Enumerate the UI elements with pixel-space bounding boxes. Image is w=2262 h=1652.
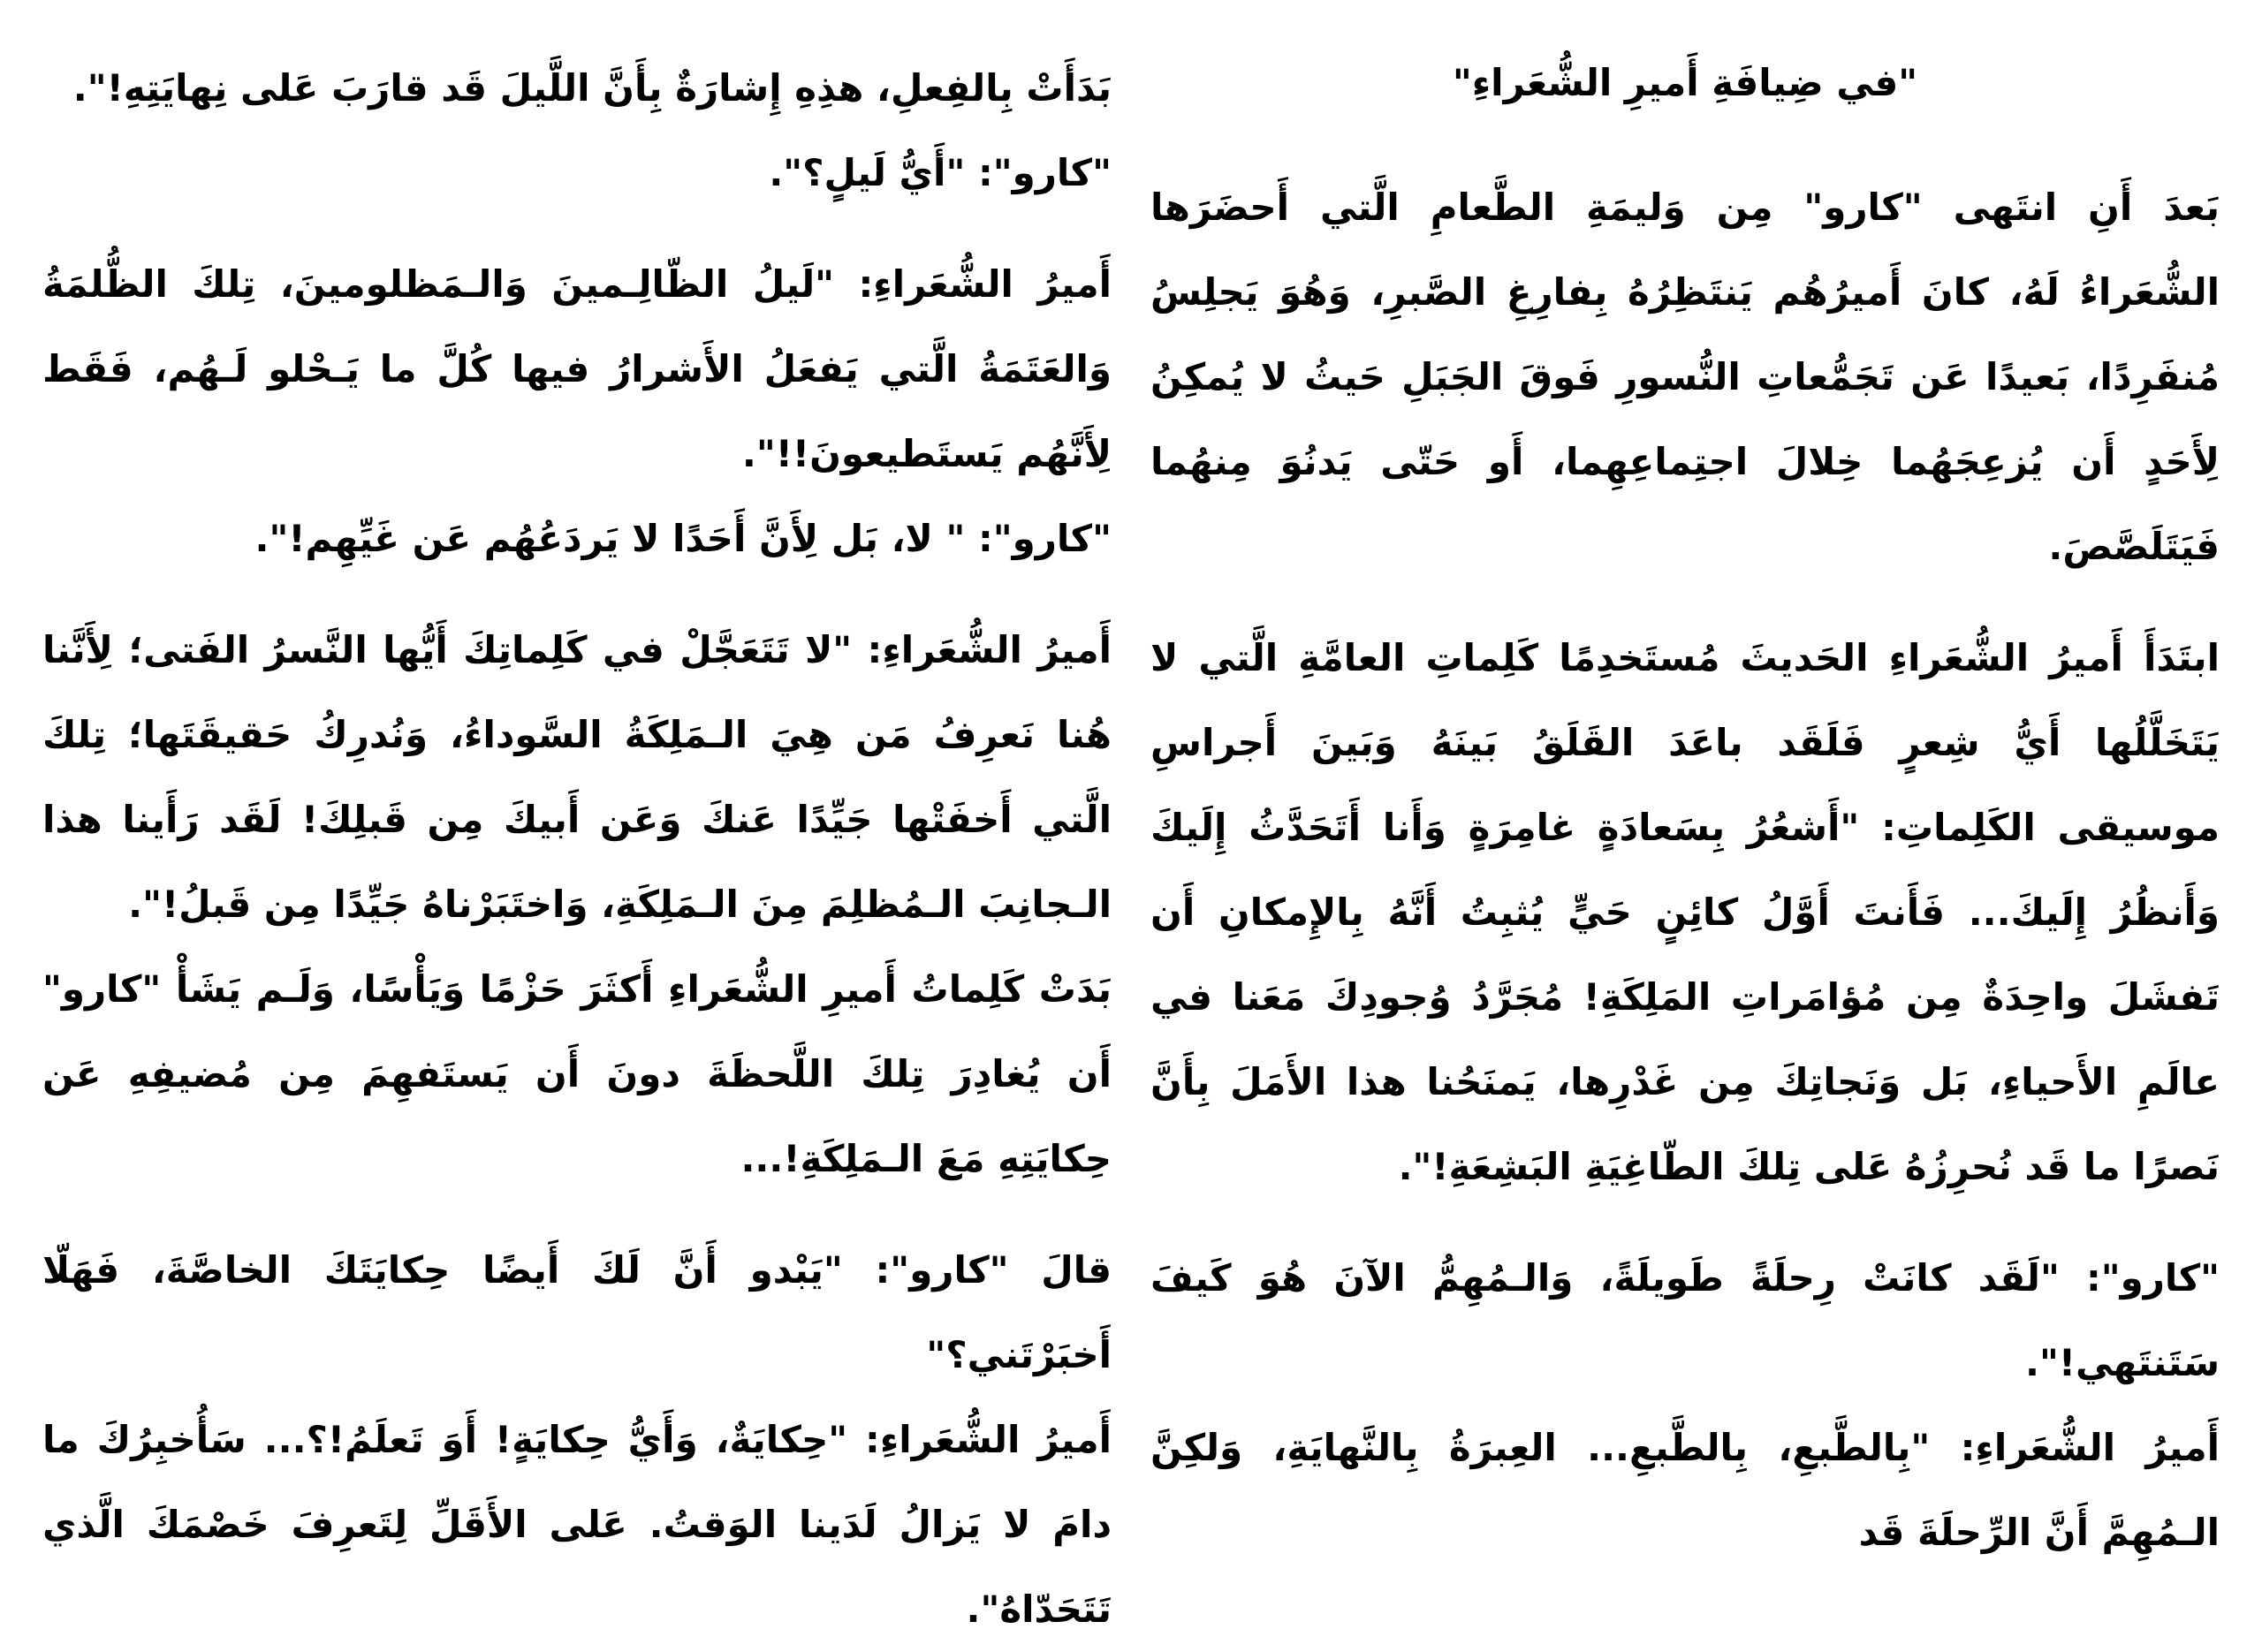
paragraph: أَميرُ الشُّعَراءِ: "حِكايَةٌ، وَأَيُّ حِكايَةٍ! أَوَ تَعلَمُ!؟... سَأُخبِرُكَ ما دامَ لا يَزالُ لَدَينا الوَقتُ. عَلى الأَقَلِّ لِتَعرِفَ خَصْمَكَ الَّذي تَتَحَدّاهُ". [42, 1418, 1112, 1631]
paragraph: "كارو": " لا، بَل لِأَنَّ أَحَدًا لا يَردَعُهُم عَن غَيِّهِم!". [254, 517, 1112, 560]
paragraph: أَميرُ الشُّعَراءِ: "لا تَتَعَجَّلْ في كَلِماتِكَ أَيُّها النَّسرُ الفَتى؛ لِأَنَّنا هُنا نَعرِفُ مَن هِيَ الـمَلِكَةُ السَّوداءُ، وَنُدرِكُ حَقيقَتَها؛ تِلكَ الَّتي أَخفَتْها جَيِّدًا عَنكَ وَعَن أَبيكَ مِن قَبلِكَ! لَقَد رَأَينا هذا الـجانِبَ الـمُظلِمَ مِنَ الـمَلِكَةِ، وَاختَبَرْناهُ جَيِّدًا مِن قَبلُ!". [42, 628, 1112, 926]
column-right [1150, 23, 2220, 1554]
paragraph: بَعدَ أَنِ انتَهى "كارو" مِن وَليمَةِ الطَّعامِ الَّتي أَحضَرَها الشُّعَراءُ لَهُ، كانَ أَميرُهُم يَنتَظِرُهُ بِفارِغِ الصَّبرِ، وَهُوَ يَجلِسُ مُنفَرِدًا، بَعيدًا عَن تَجَمُّعاتِ النُّسورِ فَوقَ الجَبَلِ حَيثُ لا يُمكِنُ لِأَحَدٍ أَن يُزعِجَهُما خِلالَ اجتِماعِهِما، أَو حَتّى يَدنُوَ مِنهُما فَيَتَلَصَّصَ. [1150, 186, 2220, 568]
paragraph: قالَ "كارو": "يَبْدو أَنَّ لَكَ أَيضًا حِكايَتَكَ الخاصَّةَ، فَهَلّا أَخبَرْتَني؟" [42, 1248, 1112, 1376]
paragraph: "كارو": "أَيُّ لَيلٍ؟". [769, 151, 1112, 194]
paragraph: "كارو": "لَقَد كانَتْ رِحلَةً طَويلَةً، وَالـمُهِمُّ الآنَ هُوَ كَيفَ سَتَنتَهي!". [1150, 1256, 2220, 1384]
paragraph: أَميرُ الشُّعَراءِ: "لَيلُ الظّالِـمينَ وَالـمَظلومينَ، تِلكَ الظُّلمَةُ وَالعَتَمَةُ الَّتي يَفعَلُ الأَشرارُ فيها كُلَّ ما يَـحْلو لَـهُم، فَقَط لِأَنَّهُم يَستَطيعونَ!!". [42, 262, 1112, 475]
story-title: "في ضِيافَةِ أَميرِ الشُّعَراءِ" [1452, 61, 1918, 104]
paragraph: ابتَدَأَ أَميرُ الشُّعَراءِ الحَديثَ مُستَخدِمًا كَلِماتِ العامَّةِ الَّتي لا يَتَخَلَّلُها أَيُّ شِعرٍ فَلَقَد باعَدَ القَلَقُ بَينَهُ وَبَينَ أَجراسِ موسيقى الكَلِماتِ: "أَشعُرُ بِسَعادَةٍ غامِرَةٍ وَأَنا أَتَحَدَّثُ إِلَيكَ وَأَنظُرُ إِلَيكَ... فَأَنتَ أَوَّلُ كائِنٍ حَيٍّ يُثبِتُ أَنَّهُ بِالإِمكانِ أَن تَفشَلَ واحِدَةٌ مِن مُؤامَراتِ المَلِكَةِ! مُجَرَّدُ وُجودِكَ مَعَنا في عالَمِ الأَحياءِ، بَل وَنَجاتِكَ مِن غَدْرِها، يَمنَحُنا هذا الأَمَلَ بِأَنَّ نَصرًا ما قَد نُحرِزُهُ عَلى تِلكَ الطّاغِيَةِ البَشِعَةِ!". [1150, 636, 2220, 1188]
column-left [42, 23, 1112, 1631]
paragraph: بَدَأَتْ بِالفِعلِ، هذِهِ إِشارَةٌ بِأَنَّ اللَّيلَ قَد قارَبَ عَلى نِهايَتِهِ!". [72, 66, 1112, 110]
right-column-paragraphs [1150, 165, 2220, 1575]
paragraph: بَدَتْ كَلِماتُ أَميرِ الشُّعَراءِ أَكثَرَ حَزْمًا وَيَأْسًا، وَلَـم يَشَأْ "كارو" أَن يُغادِرَ تِلكَ اللَّحظَةَ دونَ أَن يَستَفهِمَ مِن مُضيفِهِ عَن حِكايَتِهِ مَعَ الـمَلِكَةِ!... [42, 967, 1112, 1180]
paragraph: أَميرُ الشُّعَراءِ: "بِالطَّبعِ، بِالطَّبعِ... العِبرَةُ بِالنَّهايَةِ، وَلكِنَّ الـمُهِمَّ أَنَّ الرِّحلَةَ قَد [1150, 1426, 2220, 1554]
left-column-paragraphs [42, 46, 1112, 1652]
